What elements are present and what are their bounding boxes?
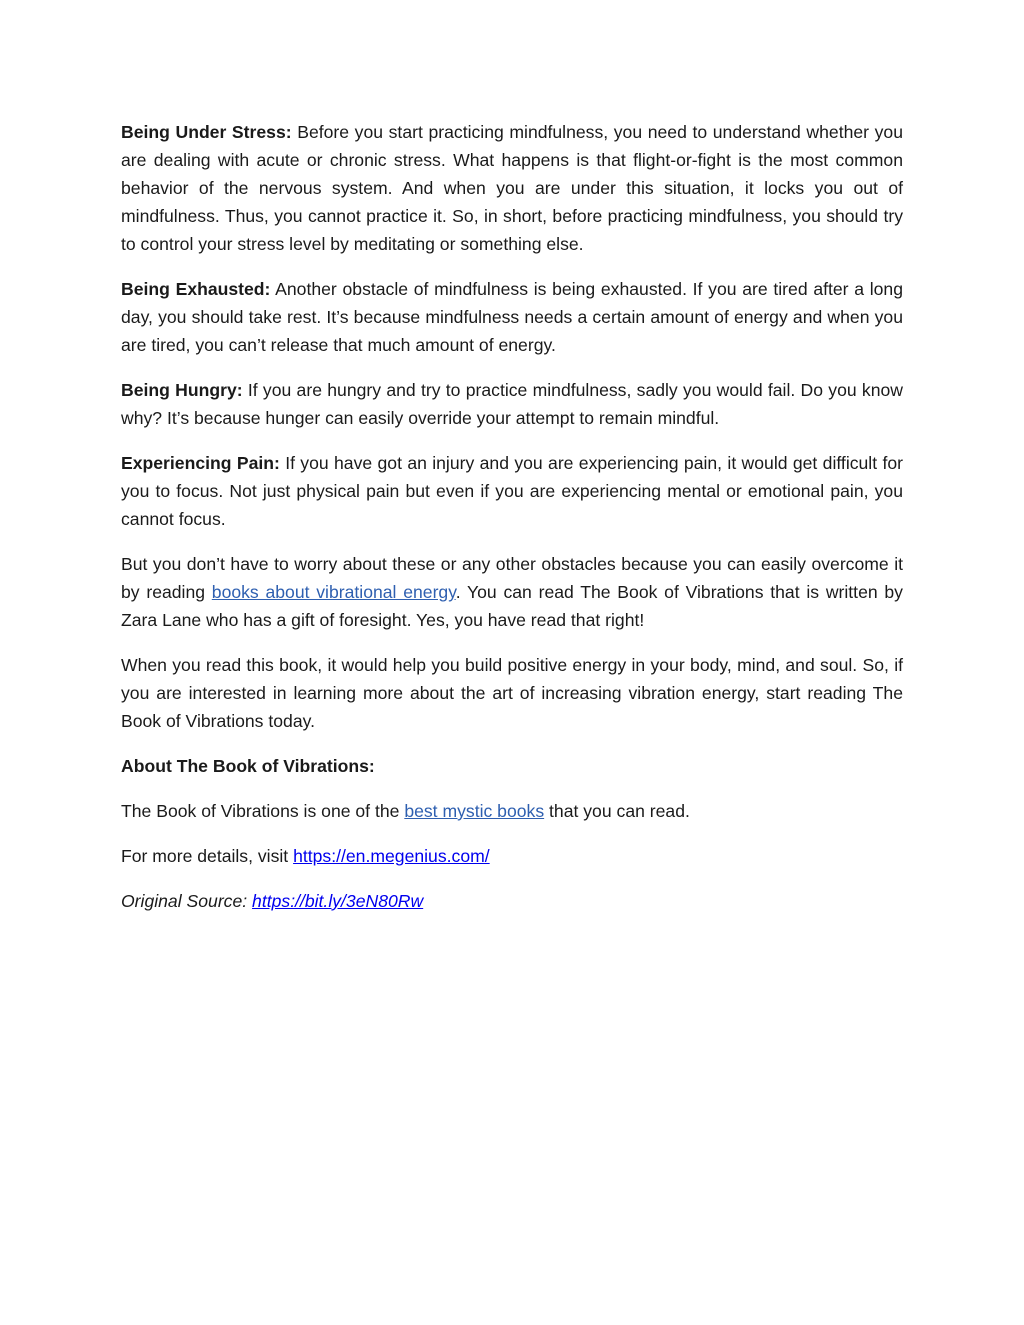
heading-about-book: About The Book of Vibrations: [121,756,375,776]
paragraph-read-book [121,651,903,735]
heading-being-under-stress: Being Under Stress: [121,122,292,142]
text-being-hungry: If you are hungry and try to practice mindfulness, sadly you would fail. Do you know why? It’s because hunger can easily override your attempt to remain mindful. [121,380,904,428]
text-being-under-stress: Before you start practicing mindfulness, you need to understand whether you are dealing with acute or chronic stress. What happens is that flight-or-fight is the most common behavior of the nervous system. And when you are under this situation, it locks you out of mindfulness. Thus, you cannot practice it. So, in short, before practicing mindfulness, you should try to control your stress level by meditating or something else. [121,122,903,254]
link-original-source[interactable]: https://bit.ly/3eN80Rw [252,891,424,911]
link-best-mystic-books[interactable]: best mystic books [404,801,545,821]
text-obstacles-before: But you don’t have to worry about these or any other obstacles because you can easily overcome it by reading [121,554,903,602]
paragraph-experiencing-pain [121,449,903,533]
text-details-before: For more details, visit [121,846,294,866]
document-body [121,118,903,932]
paragraph-being-under-stress [121,118,903,258]
text-mystic-after: that you can read. [544,801,690,821]
text-mystic-before: The Book of Vibrations is one of the [121,801,405,821]
paragraph-being-hungry [121,376,903,432]
text-read-book: When you read this book, it would help you build positive energy in your body, mind, and soul. So, if you are interested in learning more about the art of increasing vibration energy, start reading The Book of Vibrations today. [121,655,903,731]
paragraph-mystic-books [121,797,903,825]
text-experiencing-pain: If you have got an injury and you are experiencing pain, it would get difficult for you to focus. Not just physical pain but even if you are experiencing mental or emotional pain, you cannot focus. [121,453,903,529]
text-being-exhausted: Another obstacle of mindfulness is being exhausted. If you are tired after a long day, you should take rest. It’s because mindfulness needs a certain amount of energy and when you are tired, you can’t release that much amount of energy. [121,279,903,355]
heading-being-exhausted: Being Exhausted: [121,279,271,299]
paragraph-more-details [121,842,903,870]
heading-experiencing-pain: Experiencing Pain: [121,453,280,473]
text-source-label: Original Source: [121,891,253,911]
text-obstacles-after: . You can read The Book of Vibrations that is written by Zara Lane who has a gift of foresight. Yes, you have read that right! [121,582,903,630]
link-megenius-url[interactable]: https://en.megenius.com/ [293,846,490,866]
paragraph-being-exhausted [121,275,903,359]
link-books-about-vibrational-energy[interactable]: books about vibrational energy [211,582,456,602]
heading-being-hungry: Being Hungry: [121,380,243,400]
paragraph-obstacles [121,550,903,634]
paragraph-original-source [121,887,903,915]
